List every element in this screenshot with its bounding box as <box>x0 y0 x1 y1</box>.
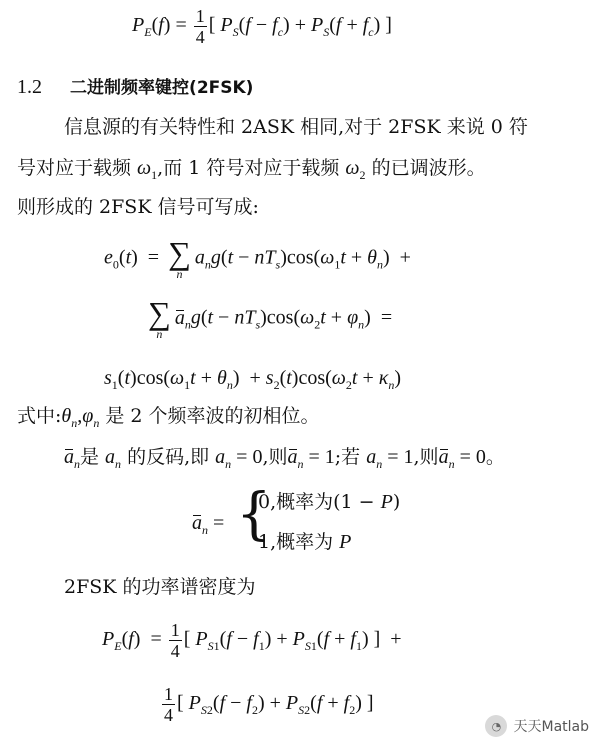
section-heading <box>17 77 253 97</box>
paragraph-text: ,则 <box>413 446 439 468</box>
formula-2fsk-line3: $s_1(t)\cos(\omega_1t + \theta_n) + s_2(t)\cos(\omega_2t + \kappa_n)$ <box>104 367 402 392</box>
watermark <box>485 715 589 737</box>
paragraph-line <box>64 578 256 597</box>
section-title: 二进制频率键控(2FSK) <box>70 78 254 98</box>
paragraph-text: ,则 <box>262 446 288 468</box>
formula-2fsk-line1: $e_0(t)$ = ∑ n $a_ng(t - nT_s)\cos(\omega_1t + \theta_n)$ + <box>104 235 411 281</box>
paragraph-text: 式中: <box>17 405 62 427</box>
case-line: 1,概率为 P <box>258 531 352 553</box>
case-text: 0,概率为(1 − <box>258 491 381 513</box>
case-text: 1,概率为 <box>258 531 340 553</box>
watermark-text: 天天Matlab <box>513 719 589 735</box>
paragraph-text: 是 2 个频率波的初相位。 <box>99 405 320 427</box>
formula-ask-psd: $P_E(f)$ = $\frac{1}{4}$ [ $P_S(f - f_c) + P_S(f + f_c)$ ] <box>132 6 392 47</box>
paragraph-text: 。 <box>485 446 505 468</box>
paragraph-text: 的已调波形。 <box>365 157 486 179</box>
paragraph-text: 的反码,即 <box>121 446 216 468</box>
left-brace: { <box>236 482 272 547</box>
formula-fsk-psd-line1: $P_E(f)$ = $\frac{1}{4}$ [ $P_{S1}(f - f_1) + P_{S1}(f + f_1)$ ] + <box>102 620 402 661</box>
paragraph-line <box>64 118 528 137</box>
formula-2fsk-line2: ∑ n $a_ng(t - nT_s)\cos(\omega_2t + \varphi_n)$ = <box>148 295 393 341</box>
paragraph-text: 是 <box>80 446 106 468</box>
paragraph-text: 则形成的 2FSK 信号可写成: <box>17 196 259 218</box>
paragraph-text: 号对应于载频 <box>17 157 138 179</box>
formula-fsk-psd-line2: $\frac{1}{4}$ [ $P_{S2}(f - f_2) + P_{S2}(f + f_2)$ ] <box>164 684 374 725</box>
paragraph-text: 信息源的有关特性和 2ASK 相同,对于 2FSK 来说 0 符 <box>64 116 528 138</box>
case-line: 0,概率为(1 − P) <box>258 491 401 513</box>
paragraph-text: 2FSK 的功率谱密度为 <box>64 576 256 598</box>
formula-inverse-lhs: $a_n$ = <box>192 512 225 537</box>
paragraph-text: ,而 1 符号对应于载频 <box>157 157 346 179</box>
paragraph-line <box>17 198 259 217</box>
wechat-icon: ◔ <box>485 715 507 737</box>
section-number: 1.2 <box>17 76 42 98</box>
paragraph-text: ;若 <box>334 446 367 468</box>
paragraph-line: 号对应于载频 $\omega_1$,而 1 符号对应于载频 $\omega_2$ 的已调波形。 <box>17 157 486 182</box>
paragraph-line: $a_n$是 $a_n$ 的反码,即 $a_n = 0$,则$a_n = 1$;若 $a_n = 1$,则$a_n = 0$。 <box>64 446 505 471</box>
case-text: ) <box>392 491 401 513</box>
paragraph-line: 式中$:\theta_n,\varphi_n$ 是 2 个频率波的初相位。 <box>17 405 320 430</box>
